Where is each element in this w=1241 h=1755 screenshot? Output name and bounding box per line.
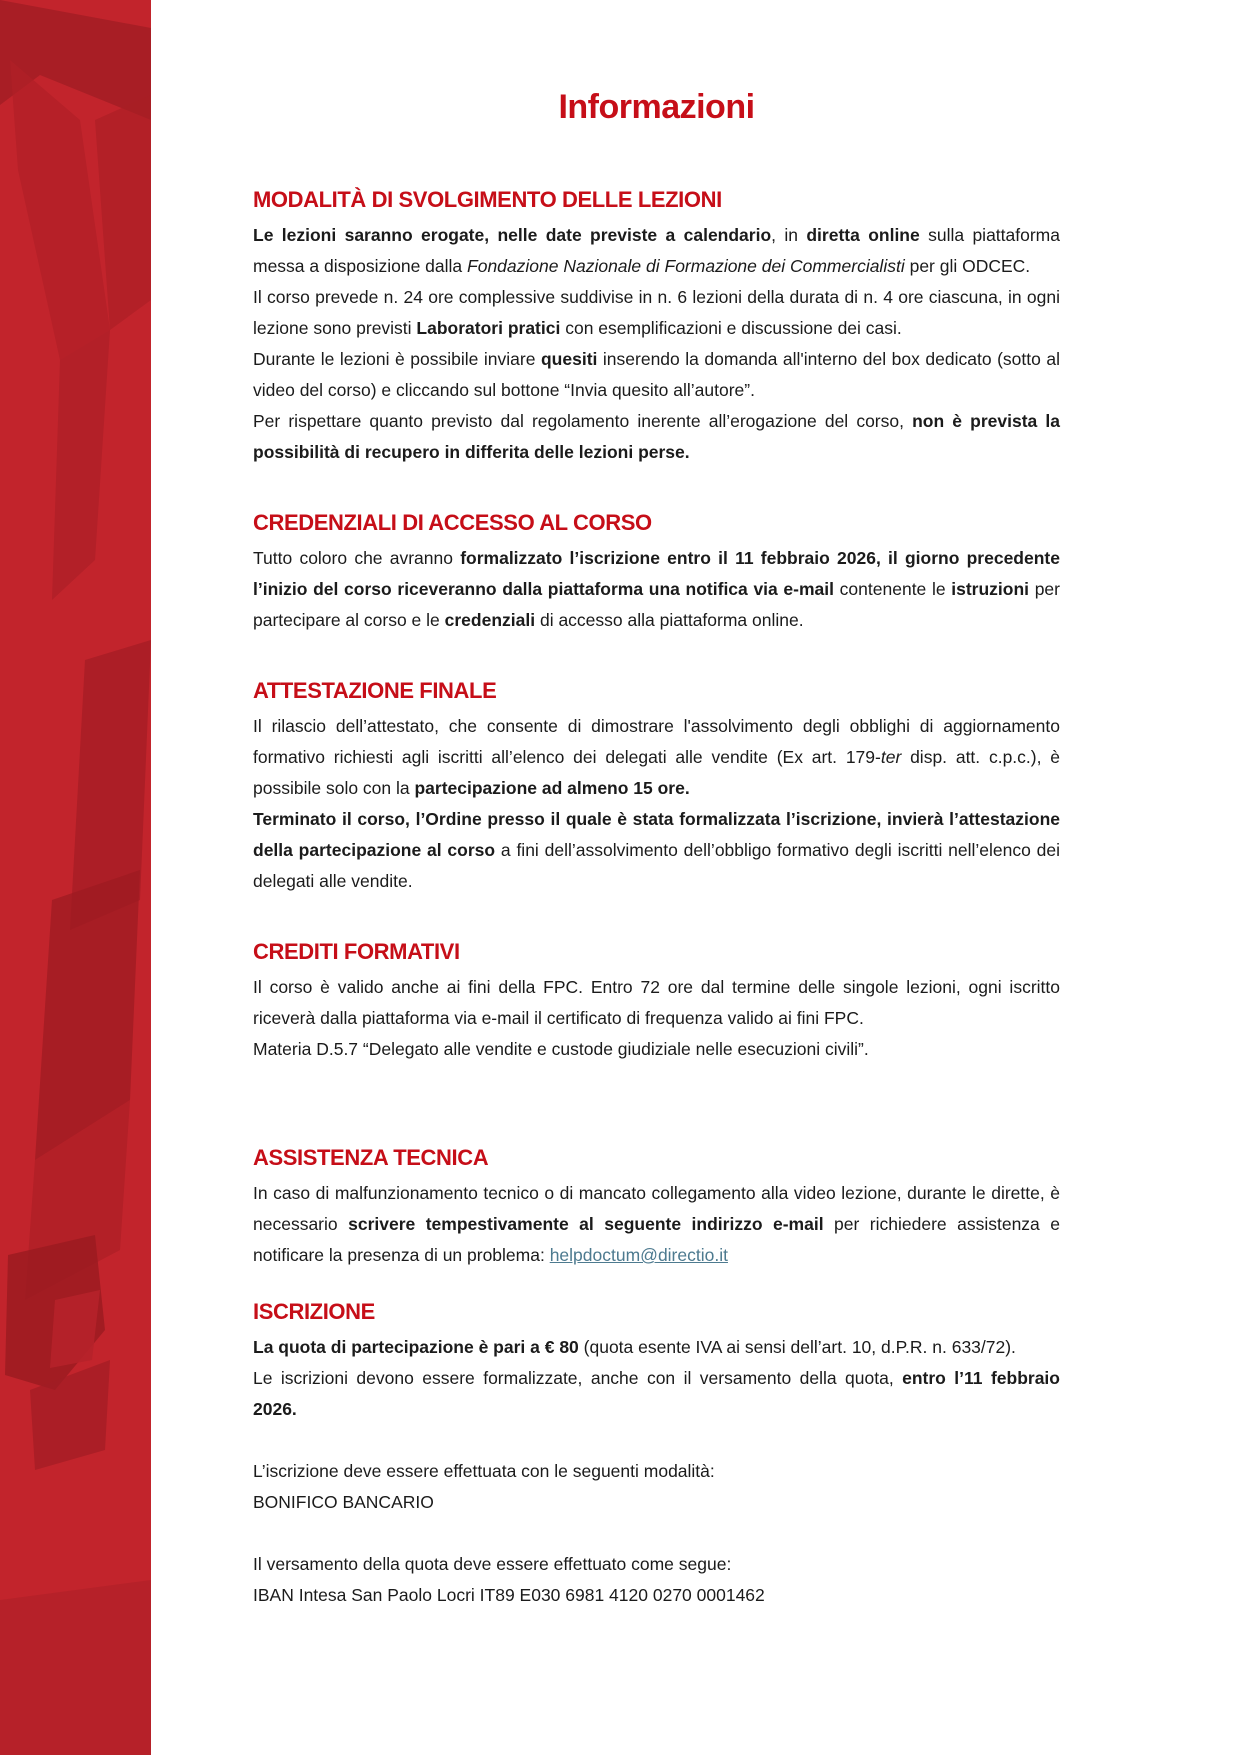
paragraph xyxy=(253,1549,1060,1580)
text-run: Terminato il corso, l’Ordine presso il quale è stata formalizzata l’iscrizione, invierà l’attestazione della partecipazione al corso xyxy=(253,809,1060,860)
paragraph xyxy=(253,1580,1060,1611)
text-run: ter xyxy=(880,747,902,767)
paragraph xyxy=(253,1034,1060,1065)
section-body xyxy=(253,1332,1060,1611)
paragraph xyxy=(253,282,1060,344)
paragraph-spacer xyxy=(253,1518,1060,1549)
text-run: per richiedere assistenza e notificare la presenza di un problema: xyxy=(253,1214,1060,1265)
text-run: In caso di malfunzionamento tecnico o di mancato collegamento alla video lezione, durante le dirette, è necessario xyxy=(253,1183,1060,1234)
text-run: Materia D.5.7 “Delegato alle vendite e custode giudiziale nelle esecuzioni civili”. xyxy=(253,1039,869,1059)
paragraph-spacer xyxy=(253,1425,1060,1456)
paragraph xyxy=(253,543,1060,636)
document-section xyxy=(253,187,1060,468)
text-run: scrivere tempestivamente al seguente indirizzo e-mail xyxy=(348,1214,824,1234)
text-run: per gli ODCEC. xyxy=(904,256,1031,276)
text-run: istruzioni xyxy=(951,579,1030,599)
text-run: Le lezioni saranno erogate, nelle date previste a calendario xyxy=(253,225,772,245)
paragraph xyxy=(253,972,1060,1034)
paragraph xyxy=(253,711,1060,804)
text-run: Fondazione Nazionale di Formazione dei Commercialisti xyxy=(467,256,905,276)
document-section xyxy=(253,1299,1060,1611)
section-heading: ISCRIZIONE xyxy=(253,1299,375,1324)
section-body xyxy=(253,1178,1060,1271)
text-run: quesiti xyxy=(540,349,598,369)
paragraph xyxy=(253,220,1060,282)
text-run: disp. att. c.p.c.), è possibile solo con la xyxy=(253,747,1060,798)
text-run: , in xyxy=(771,225,807,245)
text-run: partecipazione ad almeno 15 ore. xyxy=(414,778,690,798)
sidebar-pattern xyxy=(0,0,151,1755)
section-heading: ASSISTENZA TECNICA xyxy=(253,1145,489,1170)
sections-container xyxy=(253,187,1060,1611)
text-run: BONIFICO BANCARIO xyxy=(253,1492,434,1512)
text-run: Il corso è valido anche ai fini della FPC. Entro 72 ore dal termine delle singole lezioni, ogni iscritto riceverà dalla piattaforma via e-mail il certificato di frequenza valido ai fini FPC. xyxy=(253,977,1060,1028)
text-run: Il versamento della quota deve essere effettuato come segue: xyxy=(253,1554,732,1574)
section-body xyxy=(253,220,1060,468)
document-section xyxy=(253,1145,1060,1271)
sidebar-graphic xyxy=(0,0,151,1755)
section-heading: ATTESTAZIONE FINALE xyxy=(253,678,497,703)
text-run: contenente le xyxy=(834,579,952,599)
text-run: di accesso alla piattaforma online. xyxy=(535,610,804,630)
text-run: Laboratori pratici xyxy=(416,318,561,338)
paragraph xyxy=(253,344,1060,406)
section-heading: CREDENZIALI DI ACCESSO AL CORSO xyxy=(253,510,652,535)
page-title: Informazioni xyxy=(558,88,755,126)
text-run: con esemplificazioni e discussione dei casi. xyxy=(560,318,902,338)
paragraph xyxy=(253,804,1060,897)
document-section xyxy=(253,939,1060,1065)
text-run: IBAN Intesa San Paolo Locri IT89 E030 6981 4120 0270 0001462 xyxy=(253,1585,765,1605)
paragraph xyxy=(253,1363,1060,1425)
text-run: La quota di partecipazione è pari a € 80 xyxy=(253,1337,579,1357)
section-heading: MODALITÀ DI SVOLGIMENTO DELLE LEZIONI xyxy=(253,187,722,212)
section-body xyxy=(253,711,1060,897)
text-run: Durante le lezioni è possibile inviare xyxy=(253,349,541,369)
text-run: Tutto coloro che avranno xyxy=(253,548,461,568)
text-run: a fini dell’assolvimento dell’obbligo formativo degli iscritti nell’elenco dei delegati alle vendite. xyxy=(253,840,1060,891)
text-run: diretta online xyxy=(806,225,920,245)
text-run: inserendo la domanda all'interno del box dedicato (sotto al video del corso) e cliccando sul bottone “Invia quesito all’autore”. xyxy=(253,349,1060,400)
paragraph xyxy=(253,1332,1060,1363)
text-run: Le iscrizioni devono essere formalizzate, anche con il versamento della quota, xyxy=(253,1368,903,1388)
email-link[interactable]: helpdoctum@directio.it xyxy=(549,1245,728,1265)
paragraph xyxy=(253,1178,1060,1271)
section-heading: CREDITI FORMATIVI xyxy=(253,939,460,964)
text-run: Per rispettare quanto previsto dal regolamento inerente all’erogazione del corso, xyxy=(253,411,913,431)
document-content xyxy=(253,0,1060,1611)
text-run: Il corso prevede n. 24 ore complessive suddivise in n. 6 lezioni della durata di n. 4 ore ciascuna, in ogni lezione sono previsti xyxy=(253,287,1060,338)
section-body xyxy=(253,543,1060,636)
paragraph xyxy=(253,1456,1060,1487)
document-section xyxy=(253,510,1060,636)
text-run: formalizzato l’iscrizione entro il 11 febbraio 2026, il giorno precedente l’inizio del corso riceveranno dalla piattaforma una notifica via e-mail xyxy=(253,548,1060,599)
text-run: L’iscrizione deve essere effettuata con le seguenti modalità: xyxy=(253,1461,715,1481)
text-run: credenziali xyxy=(444,610,536,630)
text-run: sulla piattaforma messa a disposizione dalla xyxy=(253,225,1060,276)
text-run: Il rilascio dell’attestato, che consente di dimostrare l'assolvimento degli obblighi di aggiornamento formativo richiesti agli iscritti all’elenco dei delegati alle vendite (Ex art. 179- xyxy=(253,716,1060,767)
text-run: entro l’11 febbraio 2026. xyxy=(253,1368,1060,1419)
section-body xyxy=(253,972,1060,1065)
text-run: non è prevista la possibilità di recupero in differita delle lezioni perse. xyxy=(253,411,1060,462)
paragraph xyxy=(253,1487,1060,1518)
paragraph xyxy=(253,406,1060,468)
document-section xyxy=(253,678,1060,897)
text-run: per partecipare al corso e le xyxy=(253,579,1060,630)
text-run: (quota esente IVA ai sensi dell’art. 10, d.P.R. n. 633/72). xyxy=(578,1337,1016,1357)
